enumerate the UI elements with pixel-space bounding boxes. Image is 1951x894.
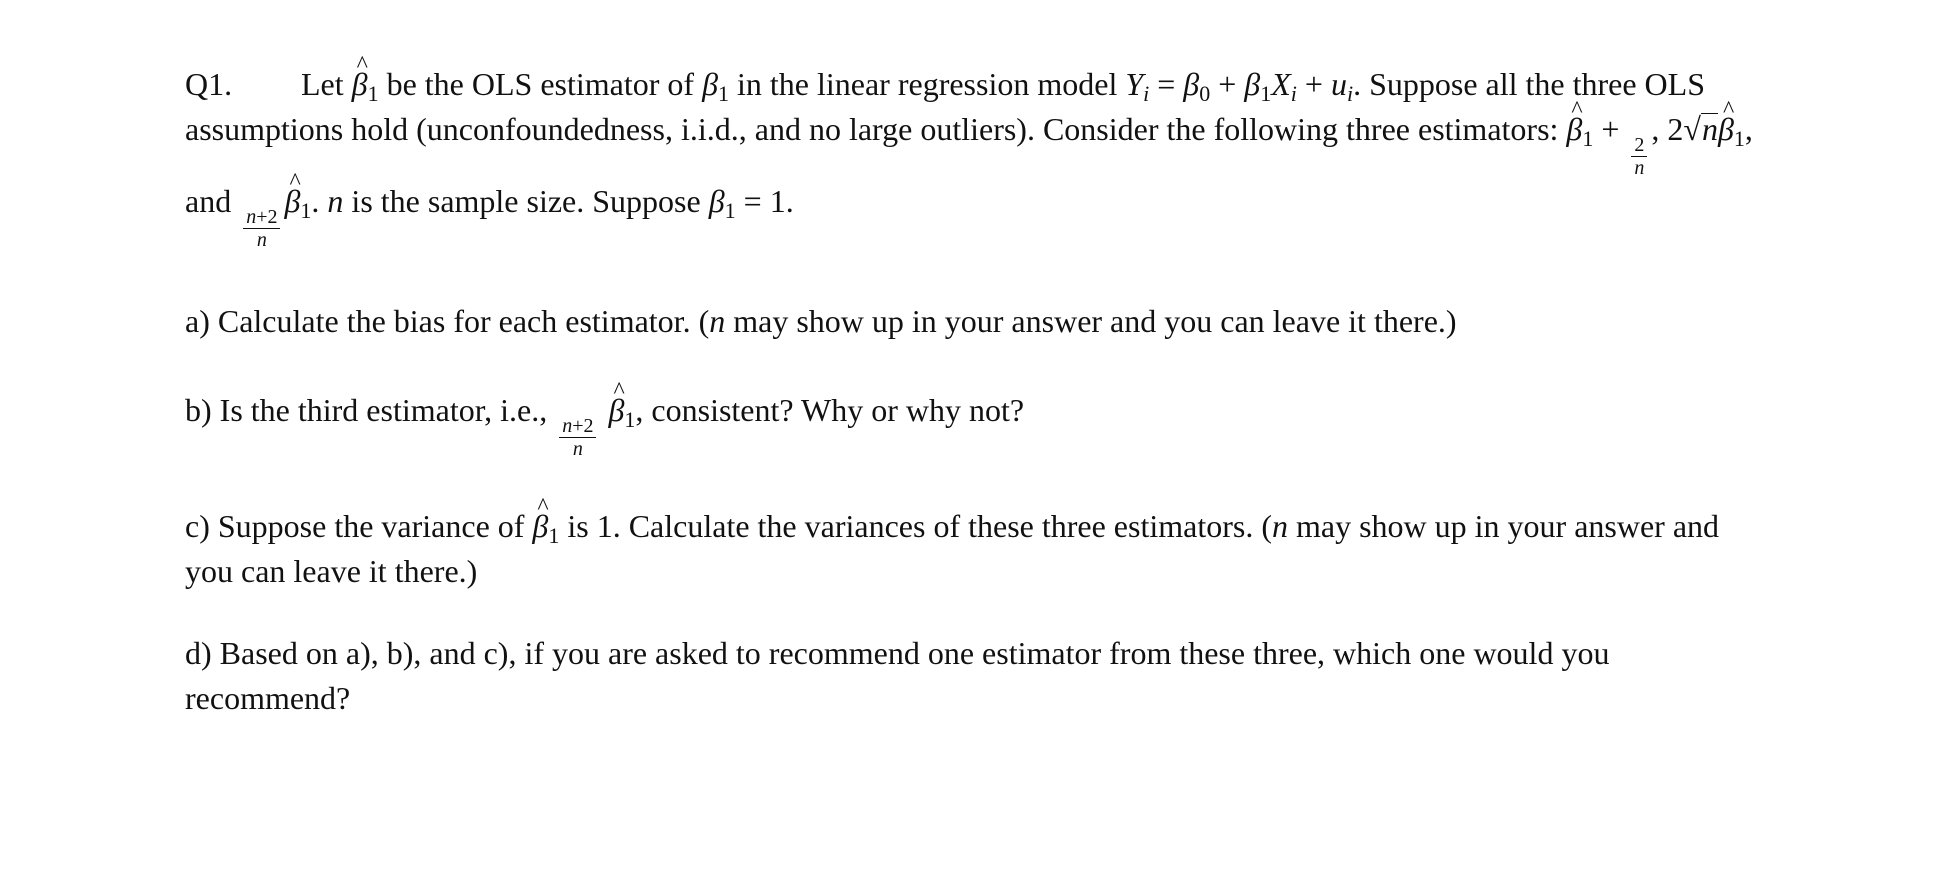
- question-text: Q1. Let ^ $\beta_1$ be the OLS estimator of $\beta_1$ in the linear regression model $Y_i = \beta_0 + \beta_1X_i + u_i$. Suppose all the three OLS assumptions hold (unconfoundedness, i.i.d., and no large outliers). Consider the following three estimators: ^ $\beta_1$ + $\frac{2}{n}$ , 2√n^ $\beta_1$, and $\frac{n+2}{n}$ ^ $\beta_1$. n is the sample size. Suppose $\beta_1 = 1$.: [185, 62, 1765, 251]
- estimator-one: ^ $\beta_1$ + $\frac{2}{n}$: [1566, 111, 1651, 147]
- question-label: Q1.: [185, 66, 233, 102]
- document-page: [185, 62, 1765, 721]
- estimator-three: $\frac{n+2}{n}$ ^ $\beta_1$: [239, 183, 311, 219]
- part-c: c) Suppose the variance of ^ $\beta_1$ is 1. Calculate the variances of these three estimators. (n may show up in your answer and you can leave it there.): [185, 504, 1765, 594]
- part-d: d) Based on a), b), and c), if you are asked to recommend one estimator from these three, which one would you recommend?: [185, 635, 1610, 716]
- part-b: b) Is the third estimator, i.e., $\frac{n+2}{n}$ ^ $\beta_1$, consistent? Why or why not?: [185, 388, 1765, 460]
- part-a: a) Calculate the bias for each estimator. (n may show up in your answer and you can leave it there.): [185, 303, 1457, 339]
- regression-model-formula: $Y_i = \beta_0 + \beta_1X_i + u_i$: [1125, 66, 1354, 106]
- estimator-two: 2√n^ $\beta_1$: [1667, 111, 1745, 147]
